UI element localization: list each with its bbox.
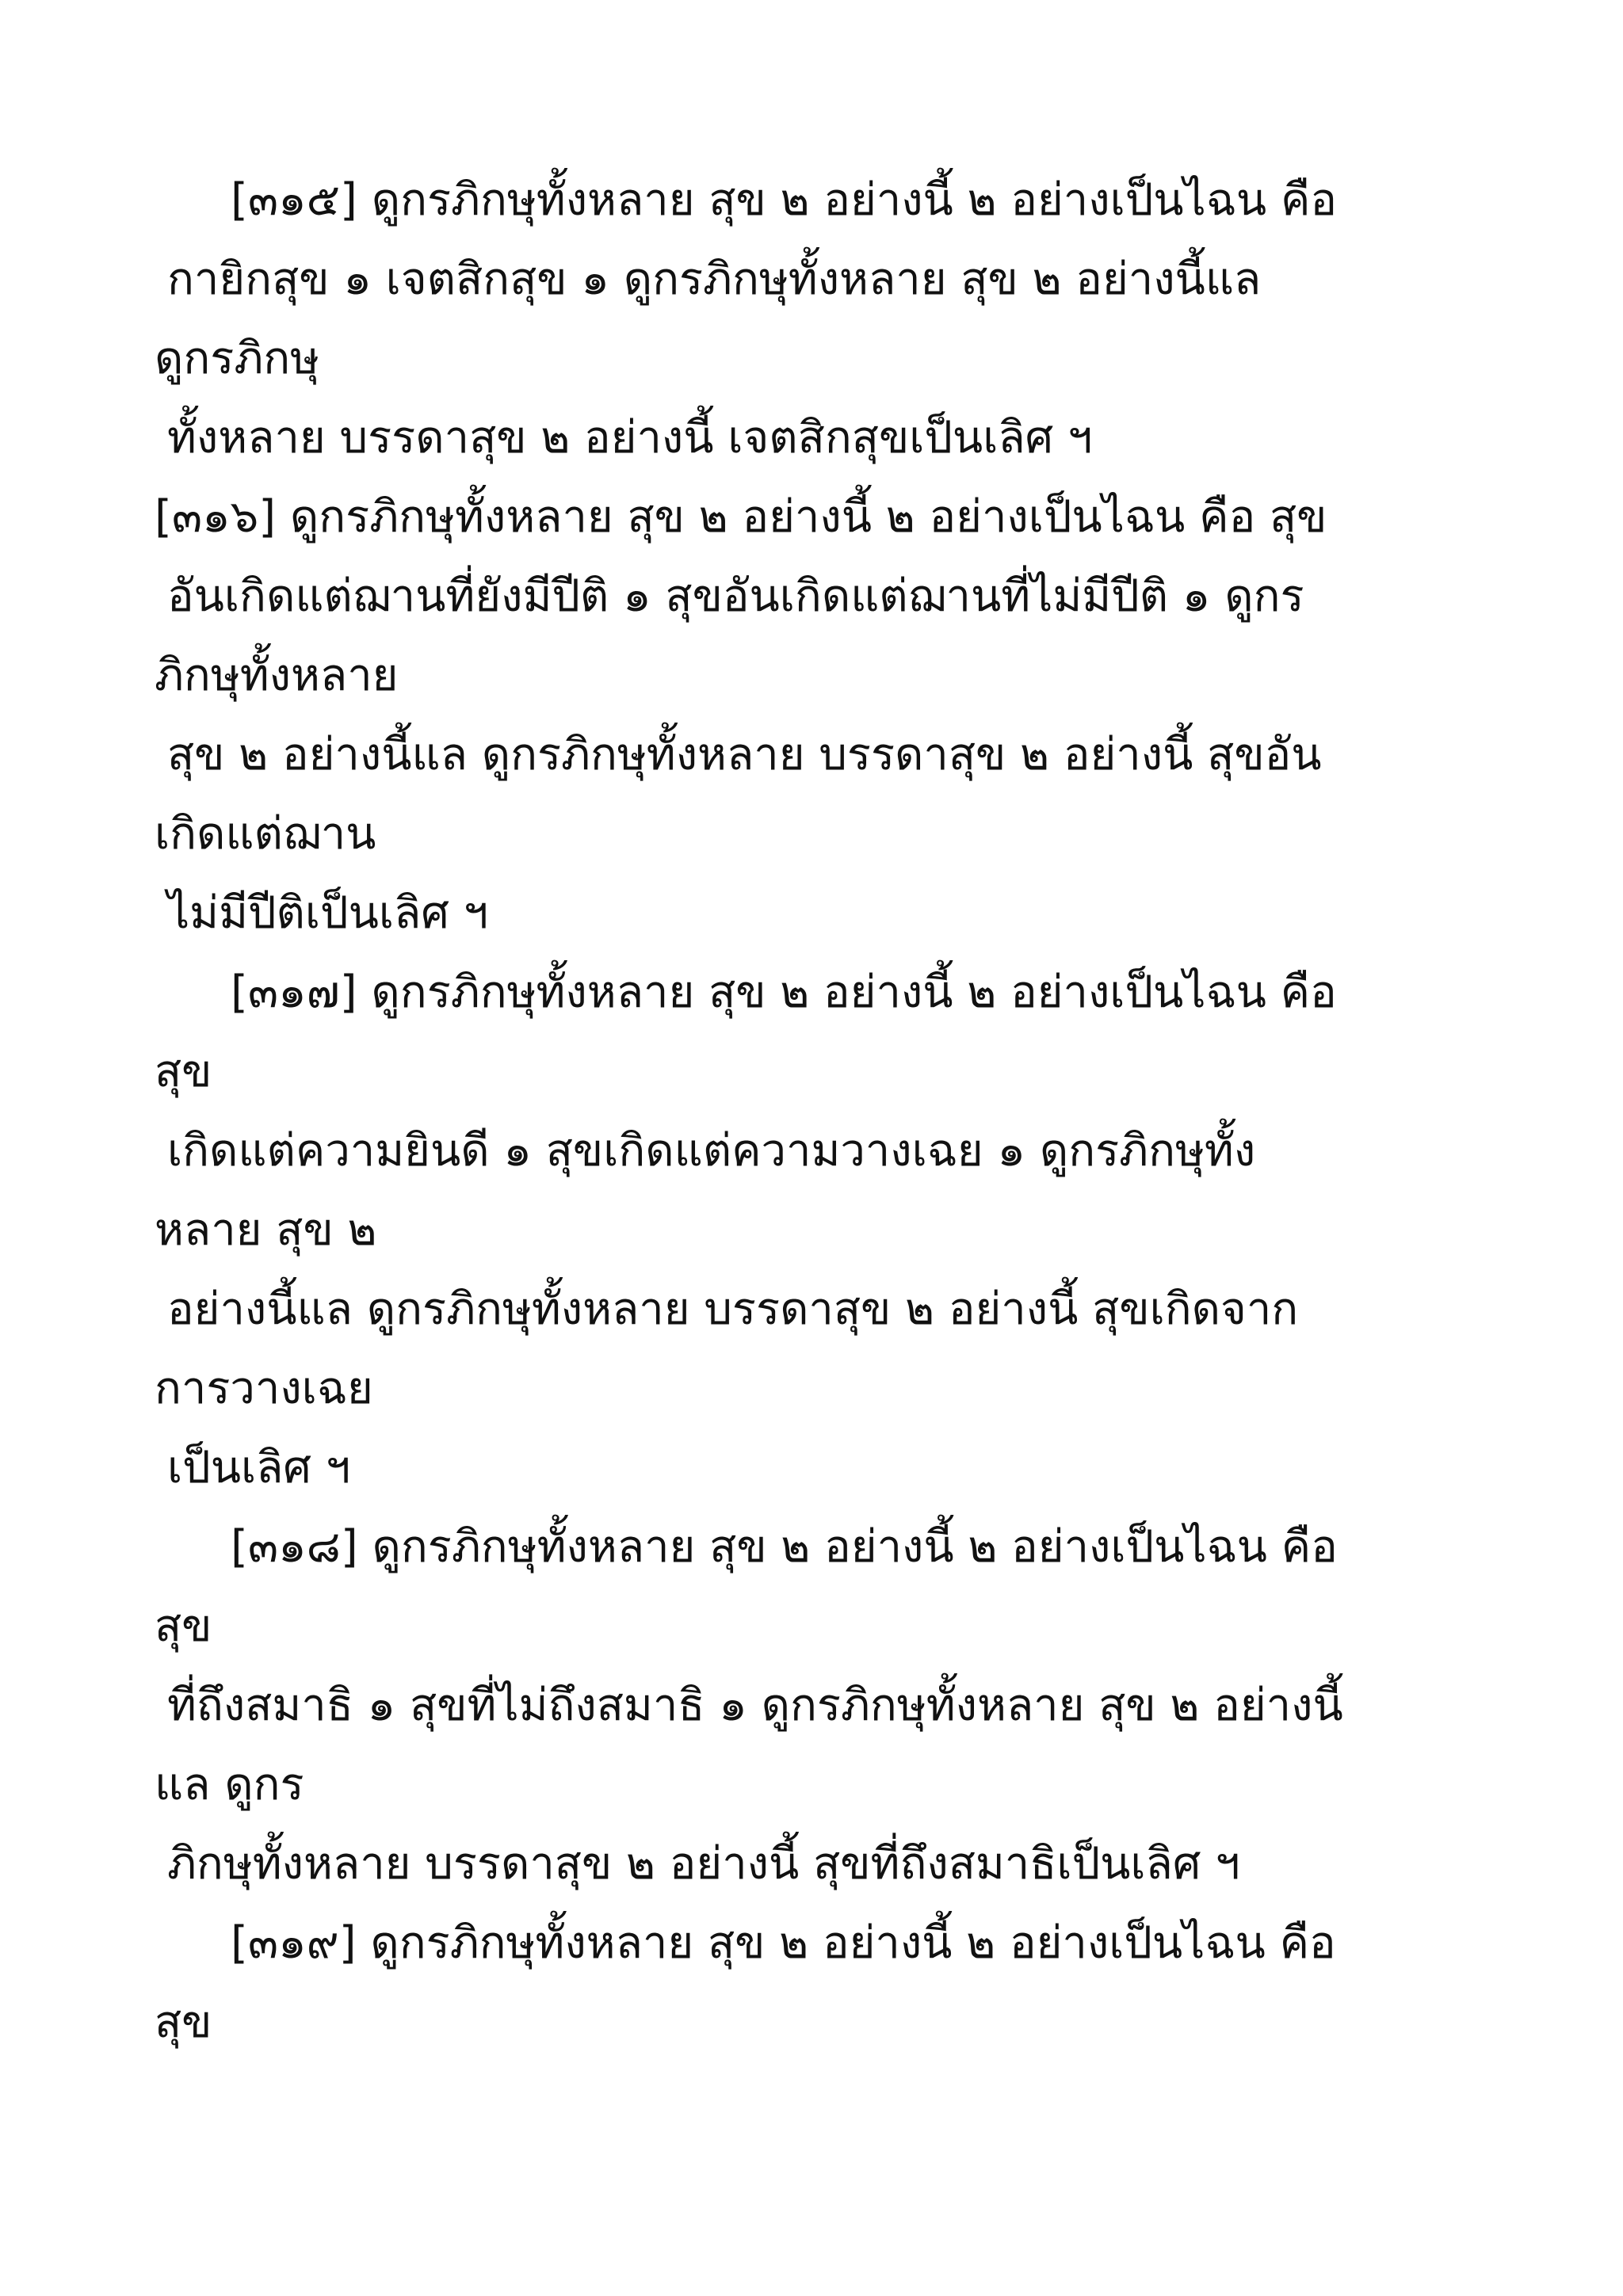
text-line: ภิกษุทั้งหลาย บรรดาสุข ๒ อย่างนี้ สุขที่ถึงสมาธิเป็นเลิศ ฯ — [167, 1838, 1240, 1890]
text-line: กายิกสุข ๑ เจตสิกสุข ๑ ดูกรภิกษุทั้งหลาย สุข ๒ อย่างนี้แล — [167, 254, 1262, 305]
text-line: แล ดูกร — [155, 1759, 304, 1810]
text-line: [๓๑๕] ดูกรภิกษุทั้งหลาย สุข ๒ อย่างนี้ ๒ อย่างเป็นไฉน คือ — [231, 174, 1338, 226]
text-line: ดูกรภิกษุ — [155, 333, 320, 384]
text-line: สุข — [155, 1046, 212, 1097]
text-line: หลาย สุข ๒ — [155, 1204, 377, 1256]
text-line: ภิกษุทั้งหลาย — [155, 650, 399, 701]
text-line: ทั้งหลาย บรรดาสุข ๒ อย่างนี้ เจตสิกสุขเป็นเลิศ ฯ — [167, 412, 1093, 463]
text-line: [๓๑๙] ดูกรภิกษุทั้งหลาย สุข ๒ อย่างนี้ ๒ อย่างเป็นไฉน คือ — [231, 1917, 1336, 1969]
text-line: การวางเฉย — [155, 1363, 373, 1414]
document-body — [155, 161, 1486, 2062]
text-line: [๓๑๗] ดูกรภิกษุทั้งหลาย สุข ๒ อย่างนี้ ๒ อย่างเป็นไฉน คือ — [231, 967, 1337, 1018]
text-line: สุข — [155, 1600, 212, 1652]
text-line: [๓๑๖] ดูกรภิกษุทั้งหลาย สุข ๒ อย่างนี้ ๒ อย่างเป็นไฉน คือ สุข — [155, 491, 1327, 543]
text-line: ไม่มีปีติเป็นเลิศ ฯ — [167, 887, 489, 939]
text-line: สุข — [155, 1997, 212, 2048]
text-line: เกิดแต่ความยินดี ๑ สุขเกิดแต่ความวางเฉย ๑ ดูกรภิกษุทั้ง — [167, 1125, 1256, 1177]
text-line: สุข ๒ อย่างนี้แล ดูกรภิกษุทั้งหลาย บรรดาสุข ๒ อย่างนี้ สุขอัน — [167, 729, 1322, 780]
text-line: เป็นเลิศ ฯ — [167, 1442, 351, 1493]
text-line: ที่ถึงสมาธิ ๑ สุขที่ไม่ถึงสมาธิ ๑ ดูกรภิกษุทั้งหลาย สุข ๒ อย่างนี้ — [167, 1680, 1343, 1731]
text-line: [๓๑๘] ดูกรภิกษุทั้งหลาย สุข ๒ อย่างนี้ ๒ อย่างเป็นไฉน คือ — [231, 1521, 1338, 1573]
text-line: อย่างนี้แล ดูกรภิกษุทั้งหลาย บรรดาสุข ๒ อย่างนี้ สุขเกิดจาก — [167, 1283, 1299, 1335]
text-line: เกิดแต่ฌาน — [155, 808, 376, 860]
text-line: อันเกิดแต่ฌานที่ยังมีปีติ ๑ สุขอันเกิดแต่ฌานที่ไม่มีปีติ ๑ ดูกร — [167, 570, 1304, 622]
